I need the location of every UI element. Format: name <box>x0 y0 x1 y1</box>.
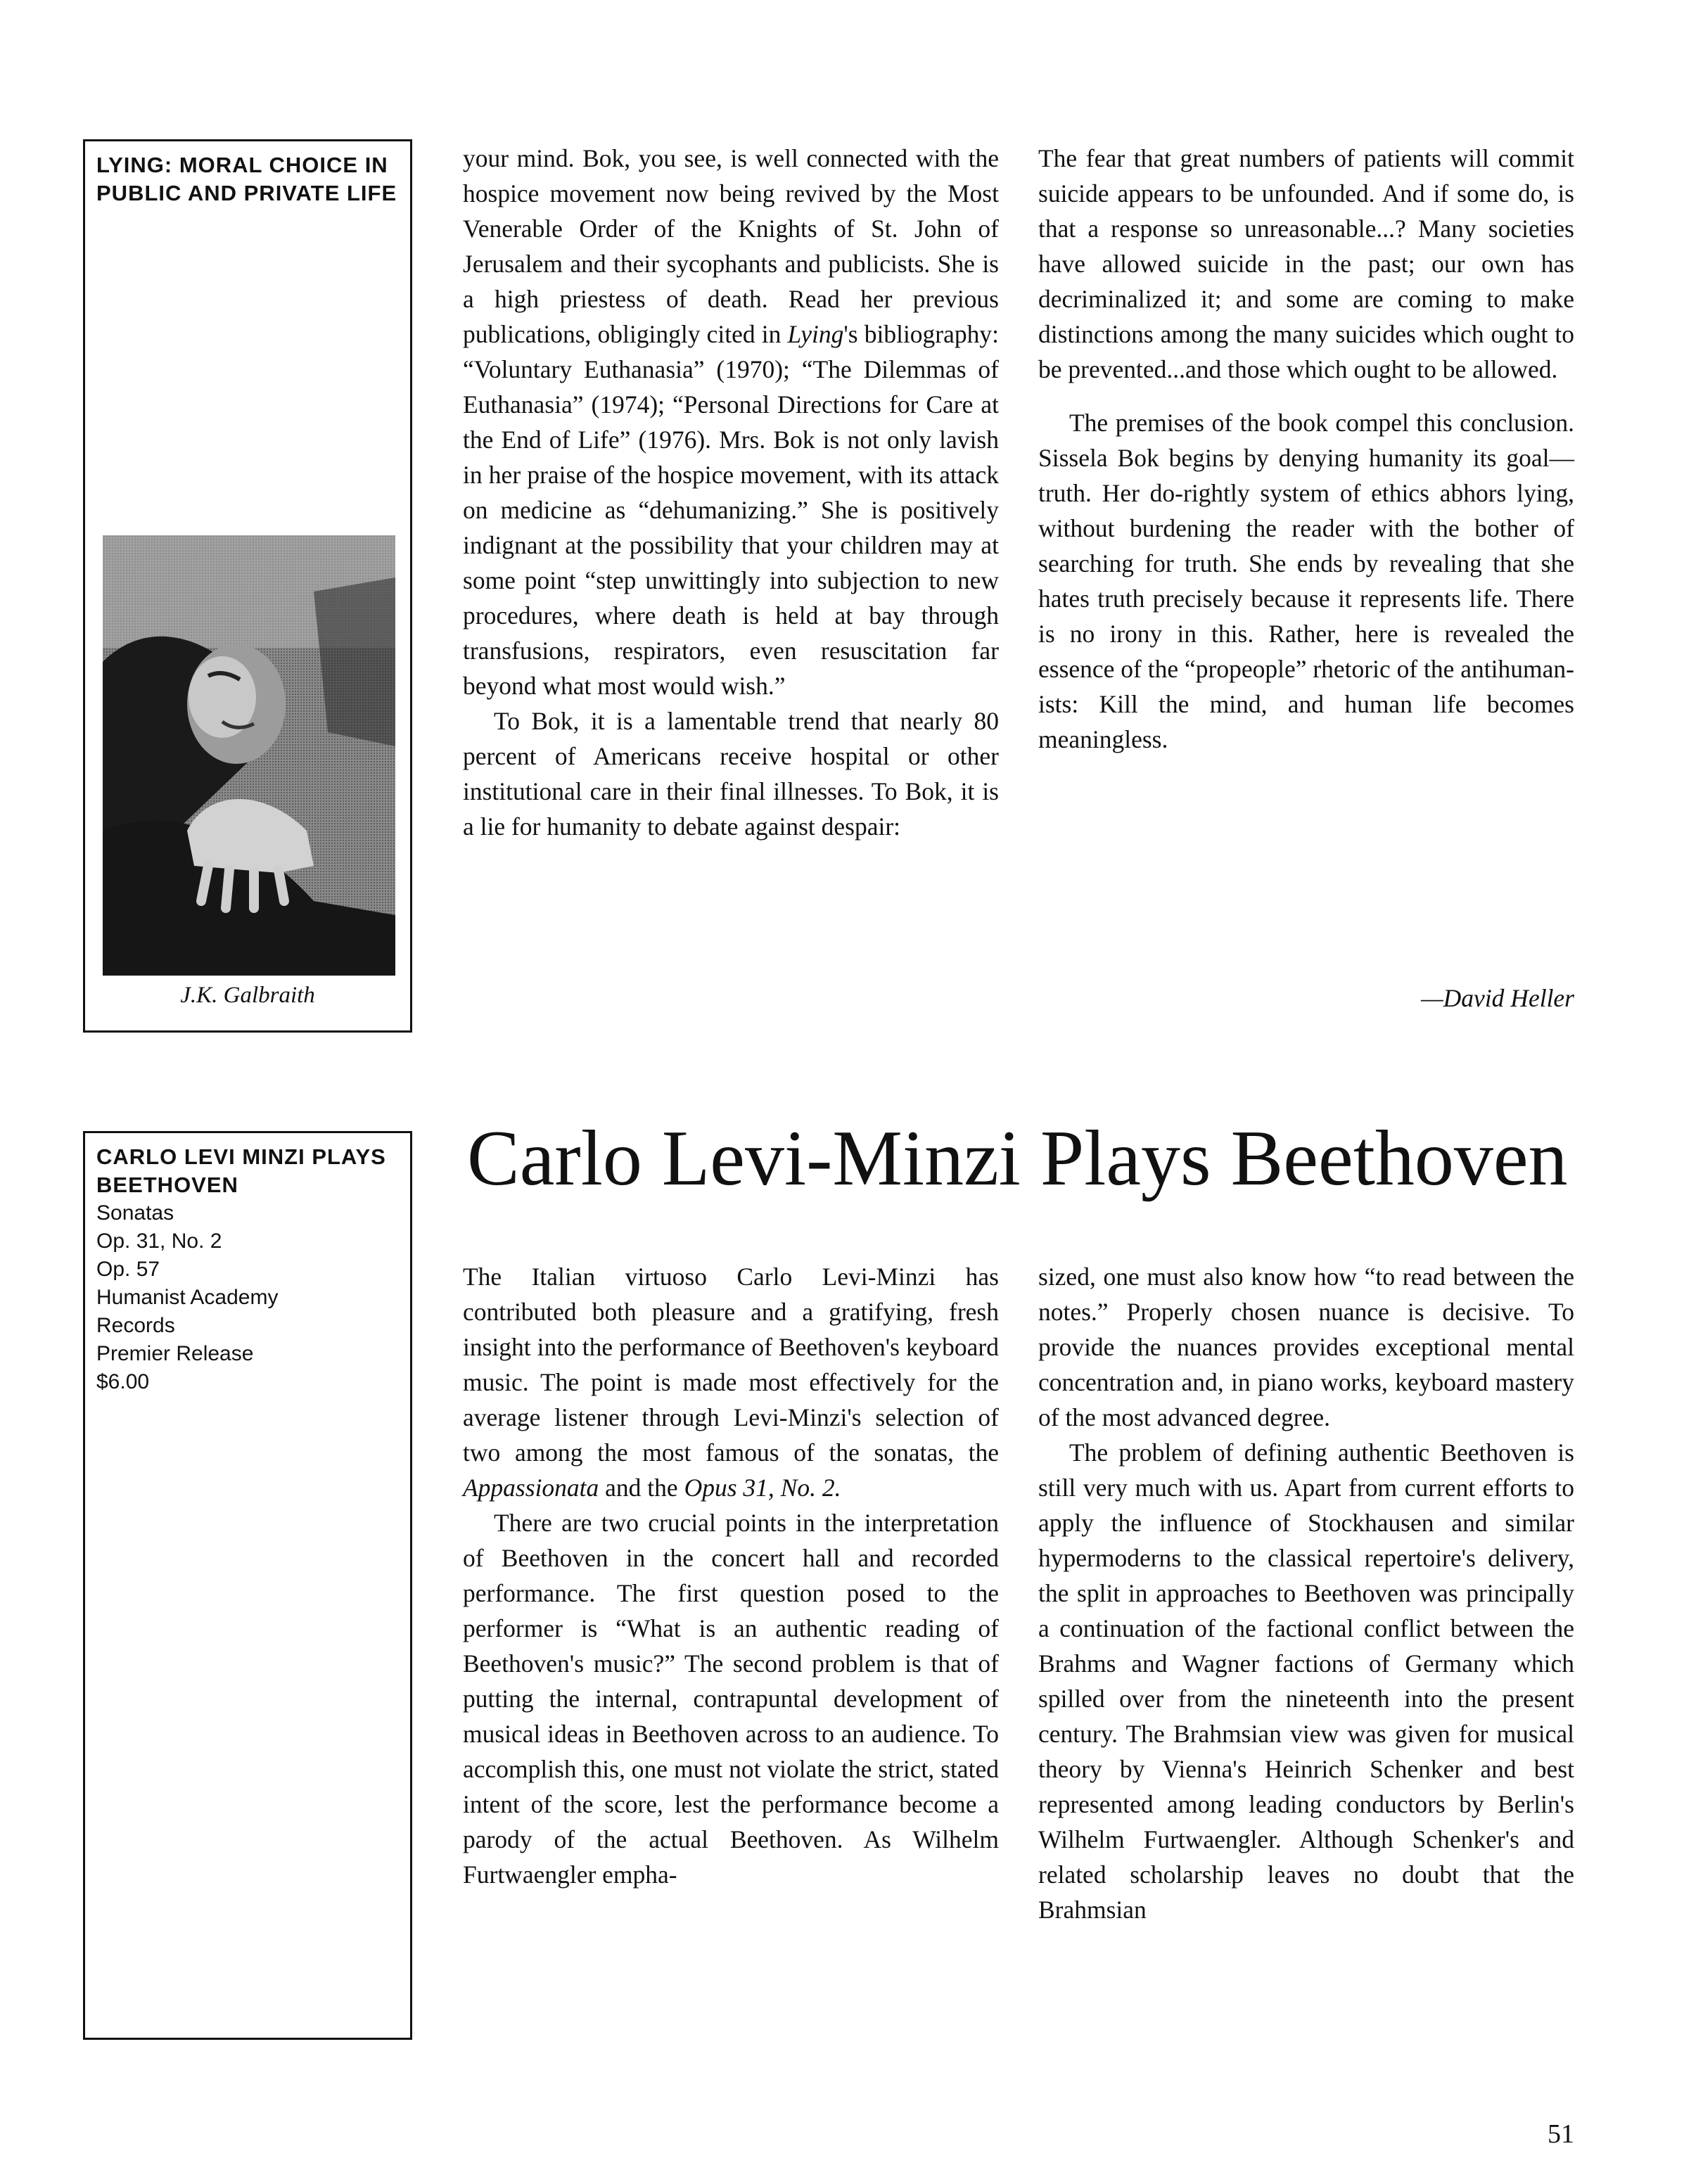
italic-title: Appassionata <box>463 1474 599 1502</box>
record-details <box>96 1199 399 1396</box>
paragraph: The premises of the book compel this conclusion. Sissela Bok begins by denying humanity its goal—truth. Her do-rightly system of ethics abhors lying, without burdening the reader with the bother of searching for truth. She ends by revealing that she hates truth precisely because it represents life. There is no irony in this. Rather, here is revealed the essence of the “propeople” rhetoric of the antihumanists: Kill the mind, and human life becomes meaningless. <box>1038 409 1574 753</box>
text-run: The Italian virtuoso Carlo Levi-Minzi has contributed both pleasure and a gratifying, fresh insight into the performance of Beethoven's keyboard music. The point is made most effectively for the average listener through Levi-Minzi's selection of two among the most famous of the sonatas, the <box>463 1263 999 1467</box>
paragraph: The problem of defining authentic Beethoven is still very much with us. Apart from current efforts to apply the influence of Stockhausen and similar hypermoderns to the classical repertoire's delivery, the split in approaches to Beethoven was principally a continuation of the factional conflict between the Brahms and Wagner factions of Germany which spilled over from the nineteenth into the present century. The Brahmsian view was given for musical theory by Vienna's Heinrich Schenker and best represented among leading conductors by Berlin's Wilhelm Furtwaengler. Although Schenker's and related scholarship leaves no doubt that the Brahmsian <box>1038 1438 1574 1924</box>
article-heading: Carlo Levi-Minzi Plays Beethoven <box>467 1115 1568 1202</box>
detail-line: Records <box>96 1314 175 1337</box>
detail-line: Op. 31, No. 2 <box>96 1230 222 1253</box>
detail-line: Premier Release <box>96 1342 254 1365</box>
byline: —David Heller <box>1421 984 1574 1012</box>
book-info-box <box>83 139 412 1033</box>
page-number: 51 <box>1548 2119 1574 2149</box>
review2-column-1 <box>463 1259 999 1892</box>
block-quote: The fear that great numbers of patients will commit suicide appears to be unfounded. And if some do, is that a response so unreasonable...? Many societies have allowed suicide in the past; our own has decriminalized it; and some are coming to make distinctions among the many suicides which ought to be prevented...and those which ought to be allowed. <box>1038 144 1574 383</box>
review1-column-2 <box>1038 141 1574 757</box>
author-photo <box>103 535 395 976</box>
text-run: 's bibliography: “Voluntary Euthanasia” (1970); “The Dilemmas of Euthanasia” (1974); “Personal Directions for Care at the End of Life” (1976). Mrs. Bok is not only lavish in her praise of the hospice movement, with its attack on medicine as “dehumanizing.” She is positively indignant at the possibility that your children may at some point “step unwittingly into subjection to new procedures, where death is held at bay through transfusions, respirators, even resuscitation far beyond what most would wish.” <box>463 320 999 700</box>
detail-line: Sonatas <box>96 1201 174 1225</box>
detail-line: Op. 57 <box>96 1258 160 1281</box>
text-run: your mind. Bok, you see, is well connected with the hospice movement now being revived by the Most Venerable Order of the Knights of St. John of Jerusalem and their sycophants and publicists. She is a high priestess of death. Read her previous publications, obligingly cited in <box>463 144 999 348</box>
detail-line: Humanist Academy <box>96 1286 279 1309</box>
book-title: LYING: MORAL CHOICE IN PUBLIC AND PRIVATE LIFE <box>96 153 397 205</box>
review2-column-2 <box>1038 1259 1574 1927</box>
photo-caption: J.K. Galbraith <box>180 983 315 1008</box>
record-info-box <box>83 1131 412 2040</box>
record-title: CARLO LEVI MINZI PLAYS BEETHOVEN <box>96 1144 386 1197</box>
review1-column-1 <box>463 141 999 844</box>
italic-title: Lying <box>787 320 844 348</box>
italic-title: Opus 31, No. 2. <box>684 1474 841 1502</box>
paragraph: There are two crucial points in the interpretation of Beethoven in the concert hall and recorded performance. The first question posed to the performer is “What is an authentic reading of Beethoven's music?” The second problem is that of putting the internal, contrapuntal development of musical ideas in Beethoven across to an audience. To accomplish this, one must not violate the strict, stated intent of the score, lest the performance become a parody of the actual Beethoven. As Wilhelm Furtwaengler empha- <box>463 1509 999 1889</box>
detail-line: $6.00 <box>96 1370 150 1393</box>
paragraph: To Bok, it is a lamentable trend that nearly 80 percent of Americans receive hospital or other institutional care in their final illnesses. To Bok, it is a lie for humanity to debate against despair: <box>463 707 999 841</box>
text-run: and the <box>599 1474 684 1502</box>
paragraph <box>463 141 999 703</box>
paragraph: sized, one must also know how “to read between the notes.” Properly chosen nuance is decisive. To provide the nuances provides exceptional mental concentration and, in piano works, keyboard mastery of the most advanced degree. <box>1038 1263 1574 1431</box>
paragraph <box>463 1259 999 1505</box>
